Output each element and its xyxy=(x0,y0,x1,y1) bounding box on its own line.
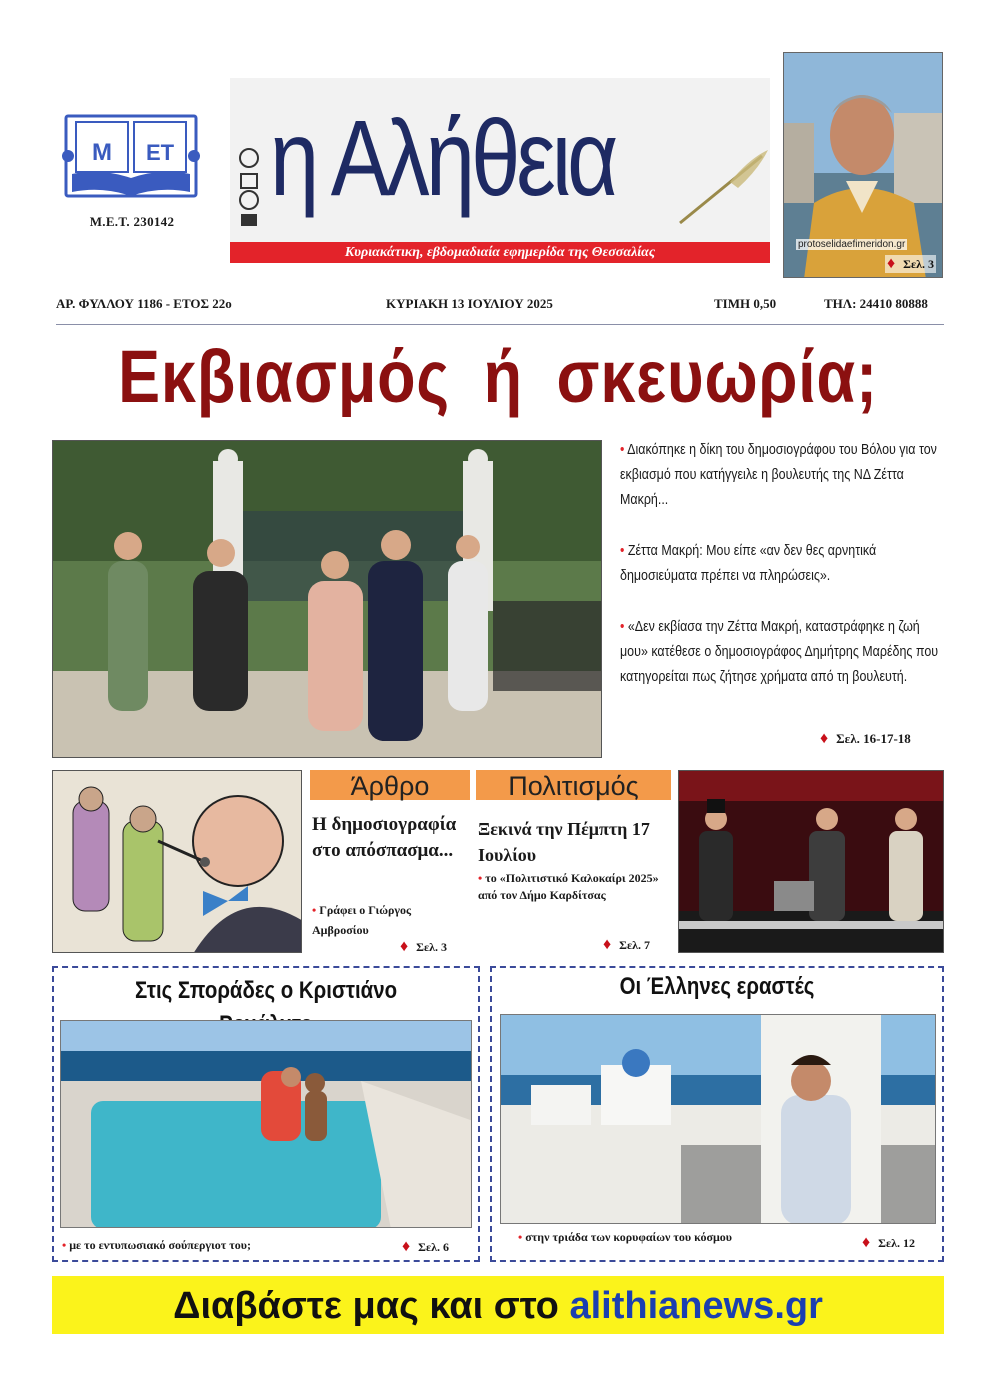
main-story-page-ref[interactable] xyxy=(820,730,911,748)
yacht-image xyxy=(61,1021,472,1228)
theater-photo[interactable] xyxy=(678,770,944,953)
bullet-dot-icon: • xyxy=(478,871,486,885)
bullet-dot-icon: • xyxy=(620,619,628,635)
box-left-ref-text: Σελ. 6 xyxy=(418,1240,450,1254)
met-code: Μ.Ε.Τ. 230142 xyxy=(89,214,175,229)
portrait-page-ref[interactable] xyxy=(885,255,936,273)
model-photo[interactable] xyxy=(500,1014,936,1224)
box-left-caption xyxy=(62,1238,251,1253)
issue-date: ΚΥΡΙΑΚΗ 13 ΙΟΥΛΙΟΥ 2025 xyxy=(386,296,553,311)
diamond-icon: ♦ xyxy=(400,938,409,955)
bullet-dot-icon: • xyxy=(62,1238,70,1252)
diamond-icon: ♦ xyxy=(603,936,612,953)
bullet-item xyxy=(620,438,949,513)
issue-number: ΑΡ. ΦΥΛΛΟΥ 1186 - ΕΤΟΣ 22ο xyxy=(56,296,232,311)
bullet-dot-icon: • xyxy=(620,543,628,559)
bullet-dot-icon: • xyxy=(518,1230,526,1244)
main-ref-text: Σελ. 16-17-18 xyxy=(836,731,911,746)
cartoon-image[interactable] xyxy=(52,770,302,953)
bullet-text: Ζέττα Μακρή: Μου είπε «αν δεν θες αρνητικά δημοσιεύματα πρέπει να πληρώσεις». xyxy=(620,543,877,584)
svg-text:ET: ET xyxy=(145,140,175,165)
bullet-text: «Δεν εκβίασα την Ζέττα Μακρή, καταστράφηκε η ζωή μου» κατέθεσε ο δημοσιογράφος Δημήτρης Μαρέδης που κατηγορείται πως ζήτησε χρήματα από τη βουλευτή. xyxy=(620,619,939,685)
bullet-text: Διακόπηκε η δίκη του δημοσιογράφου του Βόλου για τον εκβιασμό που κατήγγειλε η βουλευτής της ΝΔ Ζέττα Μακρή... xyxy=(620,442,937,508)
seal-icon xyxy=(238,146,260,228)
diamond-icon: ♦ xyxy=(886,255,896,272)
issue-price: ΤΙΜΗ 0,50 xyxy=(714,296,777,311)
footer-banner[interactable] xyxy=(52,1276,944,1334)
arthro-title[interactable]: Η δημοσιογραφία στο απόσπασμα... xyxy=(312,814,457,861)
diamond-icon: ♦ xyxy=(402,1238,411,1255)
bullet-dot-icon: • xyxy=(312,903,320,917)
theater-image xyxy=(679,771,944,953)
politismos-sub-text: το «Πολιτιστικό Καλοκαίρι 2025» από τον Δήμο Καρδίτσας xyxy=(478,871,659,902)
cartoon-drawing xyxy=(53,771,302,953)
box-right-title[interactable]: Οι Έλληνες εραστές xyxy=(619,973,815,1000)
masthead-title: η Αλήθεια xyxy=(270,97,615,218)
footer-text: Διαβάστε μας και στο xyxy=(173,1285,559,1327)
svg-text:M: M xyxy=(92,139,112,166)
politismos-title[interactable]: Ξεκινά την Πέμπτη 17 Ιουλίου xyxy=(478,819,650,865)
footer-site-link[interactable]: alithianews.gr xyxy=(569,1285,823,1327)
met-logo xyxy=(62,112,200,200)
box-right-ref-text: Σελ. 12 xyxy=(878,1236,916,1250)
masthead xyxy=(230,78,770,263)
politismos-ref-text: Σελ. 7 xyxy=(619,938,651,952)
bullet-item xyxy=(620,539,949,589)
box-right-caption-text: στην τριάδα των κορυφαίων του κόσμου xyxy=(525,1230,733,1244)
box-right-page-ref[interactable] xyxy=(862,1234,915,1252)
arthro-page-ref[interactable] xyxy=(400,938,447,956)
arthro-ref-text: Σελ. 3 xyxy=(416,940,448,954)
issue-line xyxy=(56,296,944,316)
diamond-icon: ♦ xyxy=(862,1234,871,1251)
main-story-bullets xyxy=(620,438,948,716)
divider xyxy=(56,324,944,325)
model-image xyxy=(501,1015,936,1224)
masthead-subtitle: Κυριακάτικη, εβδομαδιαία εφημερίδα της Θεσσαλίας xyxy=(230,242,770,263)
portrait-photo[interactable] xyxy=(783,52,943,278)
politismos-subtitle xyxy=(478,870,672,904)
arthro-author-text: Γράφει ο Γιώργος Αμβροσίου xyxy=(312,903,412,937)
section-label-arthro[interactable]: Άρθρο xyxy=(310,770,470,800)
headline[interactable]: Εκβιασμός ή σκευωρία; xyxy=(118,335,878,418)
story-box-lovers[interactable] xyxy=(490,966,944,1262)
arthro-author xyxy=(312,900,470,940)
box-right-caption xyxy=(518,1230,732,1245)
box-left-title[interactable]: Στις Σποράδες ο Κριστιάνο xyxy=(134,977,398,1004)
issue-phone: ΤΗΛ: 24410 80888 xyxy=(824,296,928,311)
politismos-page-ref[interactable] xyxy=(603,936,650,954)
diamond-icon: ♦ xyxy=(820,730,829,747)
portrait-ref-text: Σελ. 3 xyxy=(903,257,934,271)
portrait-credit: protoselidaefimeridon.gr xyxy=(798,239,906,250)
bullet-item xyxy=(620,615,949,690)
yacht-photo[interactable] xyxy=(60,1020,472,1228)
story-box-ronaldo[interactable] xyxy=(52,966,480,1262)
main-photo[interactable] xyxy=(52,440,602,758)
bullet-dot-icon: • xyxy=(620,442,628,458)
main-photo-image xyxy=(53,441,602,758)
quill-icon xyxy=(670,148,770,228)
box-left-caption-text: με το εντυπωσιακό σούπεργιοτ του; xyxy=(69,1238,252,1252)
section-label-politismos[interactable]: Πολιτισμός xyxy=(476,770,671,800)
box-left-page-ref[interactable] xyxy=(402,1238,449,1256)
